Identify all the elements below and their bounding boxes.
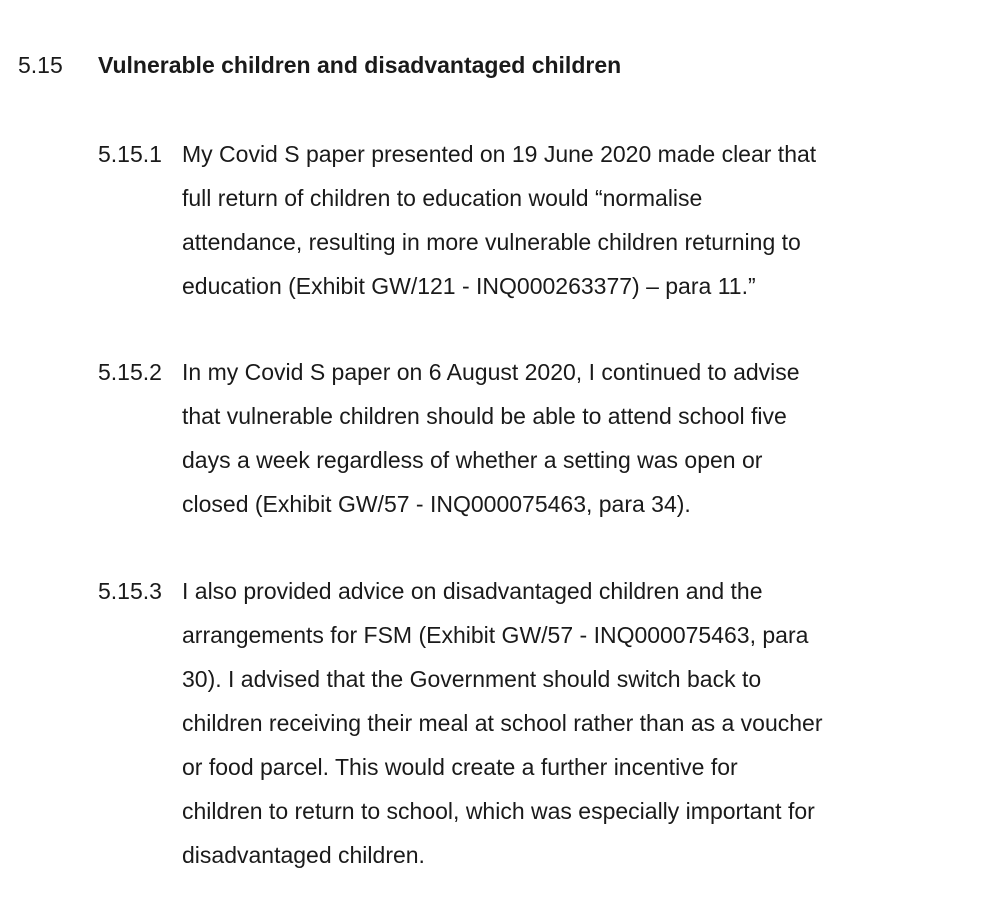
paragraph-text — [182, 569, 968, 877]
paragraph-5-15-3 — [98, 569, 968, 877]
paragraph-5-15-2 — [98, 350, 968, 526]
paragraph-number: 5.15.2 — [98, 359, 162, 385]
paragraph-text — [182, 132, 968, 308]
paragraph-text — [182, 350, 968, 526]
section-number: 5.15 — [18, 52, 63, 78]
paragraph-line: disadvantaged children. — [182, 842, 425, 868]
paragraph-line: In my Covid S paper on 6 August 2020, I continued to advise — [182, 359, 800, 385]
paragraph-line: education (Exhibit GW/121 - INQ000263377) – para 11.” — [182, 273, 756, 299]
paragraph-line: attendance, resulting in more vulnerable children returning to — [182, 229, 801, 255]
section-title: Vulnerable children and disadvantaged children — [98, 52, 622, 78]
paragraph-line: closed (Exhibit GW/57 - INQ000075463, para 34). — [182, 491, 691, 517]
paragraph-line: that vulnerable children should be able to attend school five — [182, 403, 787, 429]
paragraph-line: children receiving their meal at school rather than as a voucher — [182, 710, 823, 736]
paragraph-number: 5.15.3 — [98, 578, 162, 604]
paragraph-line: I also provided advice on disadvantaged children and the — [182, 578, 763, 604]
paragraph-line: arrangements for FSM (Exhibit GW/57 - INQ000075463, para — [182, 622, 809, 648]
section-heading — [18, 50, 621, 80]
paragraph-line: full return of children to education would “normalise — [182, 185, 703, 211]
paragraph-5-15-1 — [98, 132, 968, 308]
paragraph-line: My Covid S paper presented on 19 June 2020 made clear that — [182, 141, 817, 167]
paragraph-line: children to return to school, which was especially important for — [182, 798, 815, 824]
paragraph-line: days a week regardless of whether a setting was open or — [182, 447, 763, 473]
paragraph-line: or food parcel. This would create a further incentive for — [182, 754, 738, 780]
paragraph-number: 5.15.1 — [98, 141, 162, 167]
paragraph-line: 30). I advised that the Government should switch back to — [182, 666, 762, 692]
